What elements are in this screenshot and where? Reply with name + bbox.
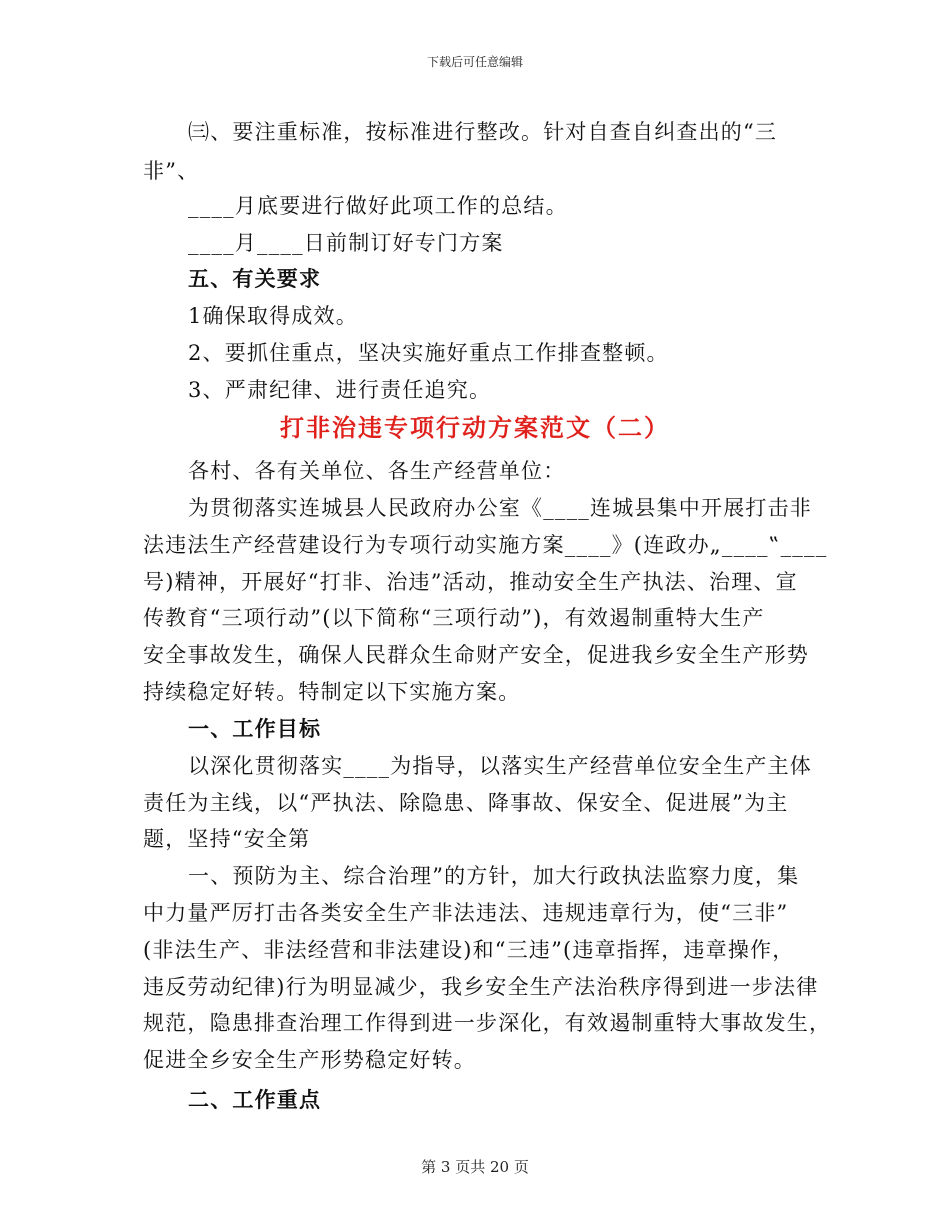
paragraph-line: 持续稳定好转。特制定以下实施方案。 (143, 680, 521, 704)
paragraph-line: 促进全乡安全生产形势稳定好转。 (143, 1048, 476, 1072)
document-title: 打非治违专项行动方案范文（二） (280, 414, 670, 442)
paragraph-line: 责任为主线，以“严执法、除隐患、降事故、保安全、促进展”为主 (143, 791, 789, 815)
paragraph-line: 非”、 (143, 159, 200, 183)
paragraph-line: 为贯彻落实连城县人民政府办公室《____连城县集中开展打击非 (188, 496, 812, 520)
section-heading-requirements: 五、有关要求 (188, 267, 322, 291)
paragraph-line: (非法生产、非法经营和非法建设)和“三违”(违章指挥，违章操作， (143, 938, 795, 962)
paragraph-line: 违反劳动纪律)行为明显减少，我乡安全生产法治秩序得到进一步法律 (143, 975, 819, 999)
list-item: 1确保取得成效。 (188, 304, 358, 328)
list-item: 2、要抓住重点，坚决实施好重点工作排查整顿。 (188, 341, 669, 365)
paragraph-line: 传教育“三项行动”(以下简称“三项行动”)，有效遏制重特大生产 (143, 606, 765, 630)
paragraph-line: ㈢、要注重标准，按标准进行整改。针对自查自纠查出的“三 (188, 120, 778, 144)
paragraph-line: 中力量严厉打击各类安全生产非法违法、违规违章行为，使“三非” (143, 901, 789, 925)
paragraph-line: 一、预防为主、综合治理”的方针，加大行政执法监察力度，集 (188, 864, 800, 888)
paragraph-line: 规范，隐患排查治理工作得到进一步深化，有效遏制重特大事故发生， (143, 1011, 832, 1035)
paragraph-line: 各村、各有关单位、各生产经营单位： (188, 459, 566, 483)
paragraph-line: 号)精神，开展好“打非、治违”活动，推动安全生产执法、治理、宣 (143, 570, 798, 594)
paragraph-line: 以深化贯彻落实____为指导，以落实生产经营单位安全生产主体 (188, 754, 812, 778)
section-heading-goals: 一、工作目标 (188, 717, 322, 741)
paragraph-line: ____月____日前制订好专门方案 (188, 231, 504, 255)
section-heading-focus: 二、工作重点 (188, 1088, 322, 1112)
paragraph-line: 法违法生产经营建设行为专项行动实施方案____》(连政办„____‟____ (143, 533, 828, 557)
paragraph-line: 安全事故发生，确保人民群众生命财产安全，促进我乡安全生产形势 (143, 643, 809, 667)
page-footer: 第 3 页共 20 页 (421, 1158, 529, 1176)
page-header: 下载后可任意编辑 (426, 55, 523, 69)
paragraph-line: 题，坚持“安全第 (143, 827, 311, 851)
paragraph-line: ____月底要进行做好此项工作的总结。 (188, 194, 568, 218)
list-item: 3、严肃纪律、进行责任追究。 (188, 378, 492, 402)
